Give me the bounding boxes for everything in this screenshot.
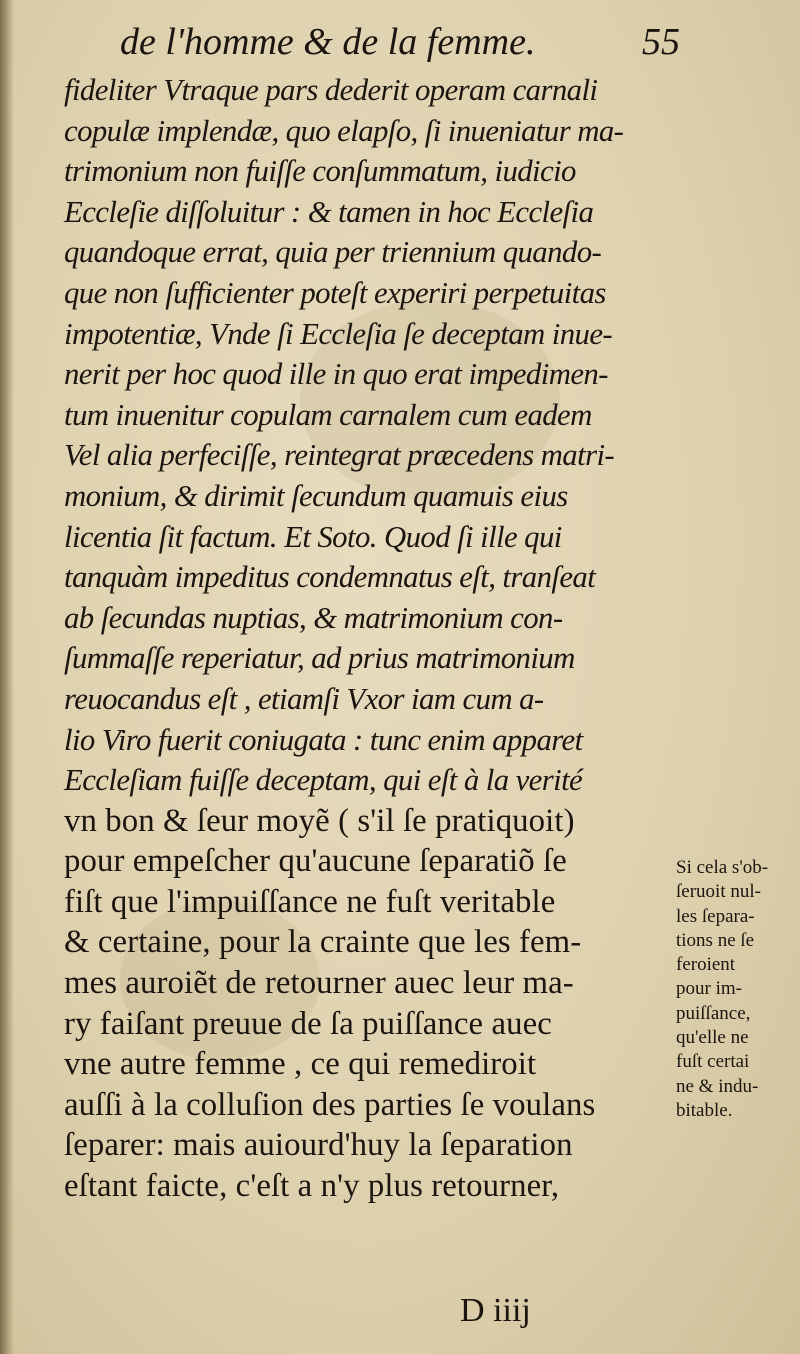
text-line: vne autre femme , ce qui remediroit: [64, 1046, 537, 1083]
text-line: eſtant faicte, c'eſt a n'y plus retourner,: [64, 1168, 560, 1205]
text-line: que non ſufficienter poteſt experiri perpetuitas: [64, 274, 606, 310]
text-line: tanquàm impeditus condemnatus eſt, tranſeat: [64, 559, 596, 595]
margin-note-line: puiſſance,: [676, 1002, 751, 1024]
text-line: licentia ſit factum. Et Soto. Quod ſi ille qui: [64, 518, 562, 554]
text-line: fideliter Vtraque pars dederit operam carnali: [64, 72, 598, 107]
text-line: mes auroiẽt de retourner auec leur ma-: [64, 965, 574, 1002]
page-header: [60, 20, 680, 70]
margin-note-line: qu'elle ne: [676, 1027, 749, 1049]
text-line: Eccleſiam fuiſſe deceptam, qui eſt à la verité: [64, 762, 583, 798]
marginal-note: [676, 856, 794, 1123]
text-line: reuocandus eſt , etiamſi Vxor iam cum a-: [64, 680, 544, 716]
text-line: tum inuenitur copulam carnalem cum eadem: [64, 396, 592, 432]
signature-mark: D iiij: [460, 1292, 531, 1329]
text-line: auſſi à la colluſion des parties ſe voulans: [64, 1086, 596, 1123]
margin-note-line: tions ne ſe: [676, 929, 755, 951]
text-line: pour empeſcher qu'aucune ſeparatiõ ſe: [64, 843, 567, 880]
text-line: ab ſecundas nuptias, & matrimonium con-: [64, 599, 563, 635]
text-line: Eccleſie diſſoluitur : & tamen in hoc Eccleſia: [64, 193, 594, 229]
margin-note-line: fuſt certai: [676, 1051, 750, 1073]
margin-note-line: pour im-: [676, 978, 742, 1000]
text-line: quandoque errat, quia per triennium quando-: [64, 234, 602, 270]
text-line: fiſt que l'impuiſſance ne fuſt veritable: [64, 883, 556, 920]
margin-note-line: les ſepara-: [676, 905, 755, 927]
margin-note-line: ſeruoit nul-: [676, 881, 761, 903]
text-line: ſummaſſe reperiatur, ad prius matrimonium: [64, 640, 575, 676]
text-line: Vel alia perfeciſſe, reintegrat præcedens matri-: [64, 437, 615, 473]
text-line: ſeparer: mais auiourd'huy la ſeparation: [64, 1127, 573, 1164]
text-line: nerit per hoc quod ille in quo erat impedimen-: [64, 356, 608, 392]
text-line: lio Viro fuerit coniugata : tunc enim apparet: [64, 721, 583, 757]
text-line: vn bon & ſeur moyẽ ( s'il ſe pratiquoit): [64, 802, 575, 839]
text-line: impotentiæ, Vnde ſi Eccleſia ſe deceptam inue-: [64, 315, 613, 351]
margin-note-line: ne & indu-: [676, 1075, 759, 1097]
text-line: monium, & dirimit ſecundum quamuis eius: [64, 477, 568, 513]
binding-gutter: [0, 0, 14, 1354]
text-line: ry faiſant preuue de ſa puiſſance auec: [64, 1005, 552, 1042]
margin-note-line: bitable.: [676, 1099, 733, 1121]
text-line: copulæ implendæ, quo elapſo, ſi inueniatur ma-: [64, 112, 624, 148]
margin-note-line: feroient: [676, 954, 736, 976]
margin-note-line: Si cela s'ob-: [676, 857, 769, 878]
main-text-block: [64, 70, 664, 1207]
text-line: trimonium non fuiſſe conſummatum, iudicio: [64, 153, 576, 189]
page-number: 55: [642, 21, 680, 63]
running-head: de l'homme & de la femme.: [120, 21, 536, 63]
text-line: & certaine, pour la crainte que les fem-: [64, 924, 582, 961]
